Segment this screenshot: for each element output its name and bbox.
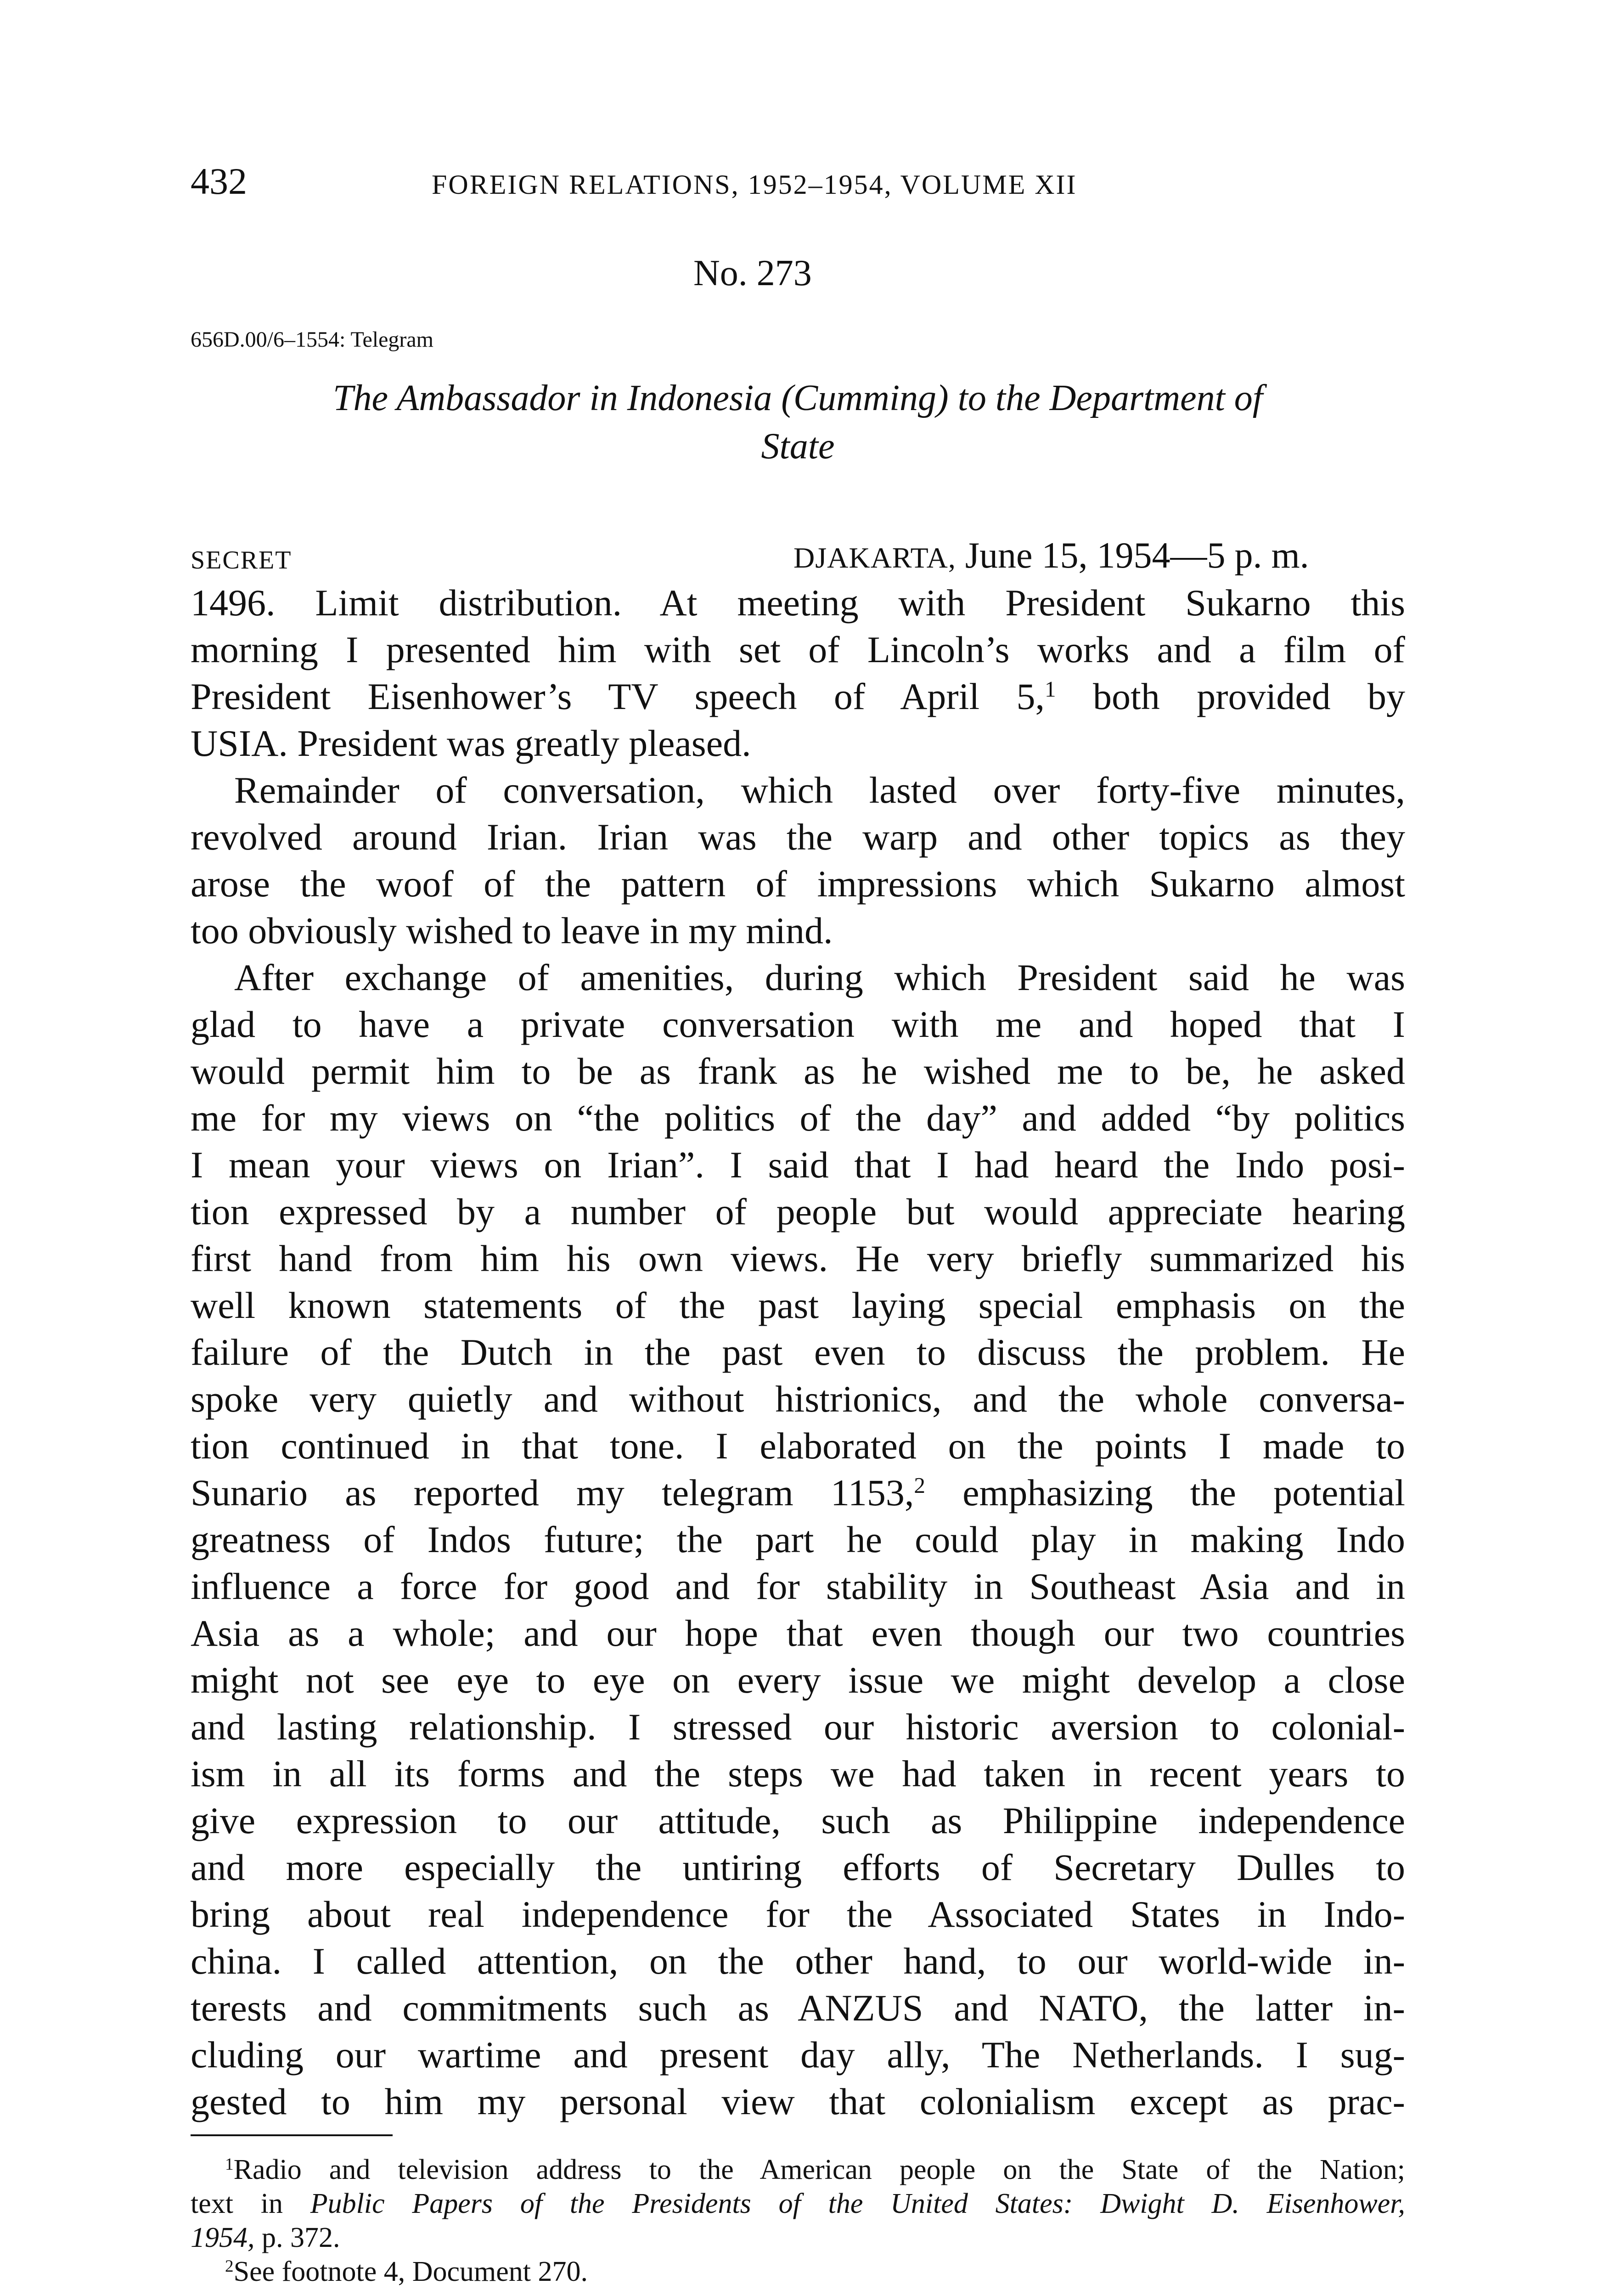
body-line: failure of the Dutch in the past even to discuss the problem. He [191, 1331, 1405, 1373]
footnote-text: See footnote 4, Document 270. [233, 2256, 588, 2287]
body-line: tion continued in that tone. I elaborated on the points I made to [191, 1425, 1405, 1467]
body-line: well known statements of the past laying special emphasis on the [191, 1284, 1405, 1326]
body-line: me for my views on “the politics of the day” and added “by politics [191, 1097, 1405, 1139]
body-line: china. I called attention, on the other hand, to our world-wide in- [191, 1940, 1405, 1982]
body-line: terests and commitments such as ANZUS and NATO, the latter in- [191, 1987, 1405, 2029]
footnote-divider [191, 2134, 393, 2136]
body-line: Remainder of conversation, which lasted over forty-five minutes, [234, 769, 1405, 811]
document-number: No. 273 [693, 253, 812, 293]
body-line: revolved around Irian. Irian was the warp and other topics as they [191, 816, 1405, 858]
body-line-text: President Eisenhower’s TV speech of April 5, [191, 675, 1045, 717]
page-number: 432 [191, 160, 247, 202]
body-line: morning I presented him with set of Lincoln’s works and a film of [191, 629, 1405, 670]
body-line: spoke very quietly and without histrionics, and the whole conversa- [191, 1378, 1405, 1420]
body-line: arose the woof of the pattern of impressions which Sukarno almost [191, 863, 1405, 905]
document-title-line: State [761, 426, 835, 467]
document-title [191, 374, 1405, 471]
body-line: I mean your views on Irian”. I said that I had heard the Indo posi- [191, 1144, 1405, 1186]
classification-marking: SECRET [191, 546, 292, 574]
body-line: greatness of Indos future; the part he could play in making Indo [191, 1519, 1405, 1560]
footnote-line [191, 2221, 1405, 2255]
body-line-text: both provided by [1093, 675, 1405, 717]
footnote-text: Radio and television address to the American people on the State of the Nation; [233, 2154, 1405, 2185]
footnote-line [191, 2153, 1405, 2187]
footnote-citation: Public Papers of the Presidents of the United States: Dwight D. Eisenhower, [310, 2188, 1405, 2219]
dateline-place: DJAKARTA, [793, 541, 956, 574]
footnote-marker: 1 [225, 2155, 234, 2174]
body-line: ism in all its forms and the steps we had taken in recent years to [191, 1753, 1405, 1795]
footnote-reference: 2 [914, 1472, 925, 1498]
running-title: FOREIGN RELATIONS, 1952–1954, VOLUME XII [432, 169, 1077, 200]
footnote-line [191, 2255, 1405, 2289]
file-reference: 656D.00/6–1554: Telegram [191, 327, 434, 352]
body-line-text: emphasizing the potential [962, 1472, 1405, 1514]
body-line: too obviously wished to leave in my mind. [191, 910, 833, 951]
dateline [793, 533, 1309, 581]
footnote-line [191, 2187, 1405, 2221]
dateline-date: June 15, 1954—5 p. m. [965, 535, 1309, 576]
body-line: give expression to our attitude, such as Philippine independence [191, 1800, 1405, 1841]
body-line [191, 673, 1405, 720]
body-line: would permit him to be as frank as he wished me to be, he asked [191, 1050, 1405, 1092]
body-line-text: Sunario as reported my telegram 1153, [191, 1472, 914, 1514]
body-line [191, 1469, 1405, 1516]
body-line: influence a force for good and for stability in Southeast Asia and in [191, 1565, 1405, 1607]
body-line: might not see eye to eye on every issue we might develop a close [191, 1659, 1405, 1701]
body-line: glad to have a private conversation with me and hoped that I [191, 1003, 1405, 1045]
telegram-body [191, 580, 1405, 2125]
body-line: After exchange of amenities, during which President said he was [234, 957, 1405, 998]
body-line: gested to him my personal view that colonialism except as prac- [191, 2081, 1405, 2122]
footnote-text: p. 372. [254, 2222, 340, 2253]
body-line: first hand from him his own views. He very briefly summarized his [191, 1238, 1405, 1279]
body-line: bring about real independence for the Associated States in Indo- [191, 1893, 1405, 1935]
footnote-citation: 1954, [191, 2222, 255, 2253]
body-line: Asia as a whole; and our hope that even though our two countries [191, 1612, 1405, 1654]
running-head [191, 158, 1405, 209]
body-line: 1496. Limit distribution. At meeting with President Sukarno this [191, 582, 1405, 624]
footnotes [191, 2153, 1405, 2289]
document-title-line: The Ambassador in Indonesia (Cumming) to the Department of [332, 378, 1263, 418]
footnote-text: text in [191, 2188, 310, 2219]
body-line: and more especially the untiring efforts of Secretary Dulles to [191, 1846, 1405, 1888]
body-line: cluding our wartime and present day ally, The Netherlands. I sug- [191, 2034, 1405, 2076]
footnote-reference: 1 [1045, 676, 1056, 702]
body-line: tion expressed by a number of people but would appreciate hearing [191, 1191, 1405, 1232]
footnote-marker: 2 [225, 2257, 234, 2276]
body-line: and lasting relationship. I stressed our historic aversion to colonial- [191, 1706, 1405, 1748]
body-line: USIA. President was greatly pleased. [191, 722, 751, 764]
